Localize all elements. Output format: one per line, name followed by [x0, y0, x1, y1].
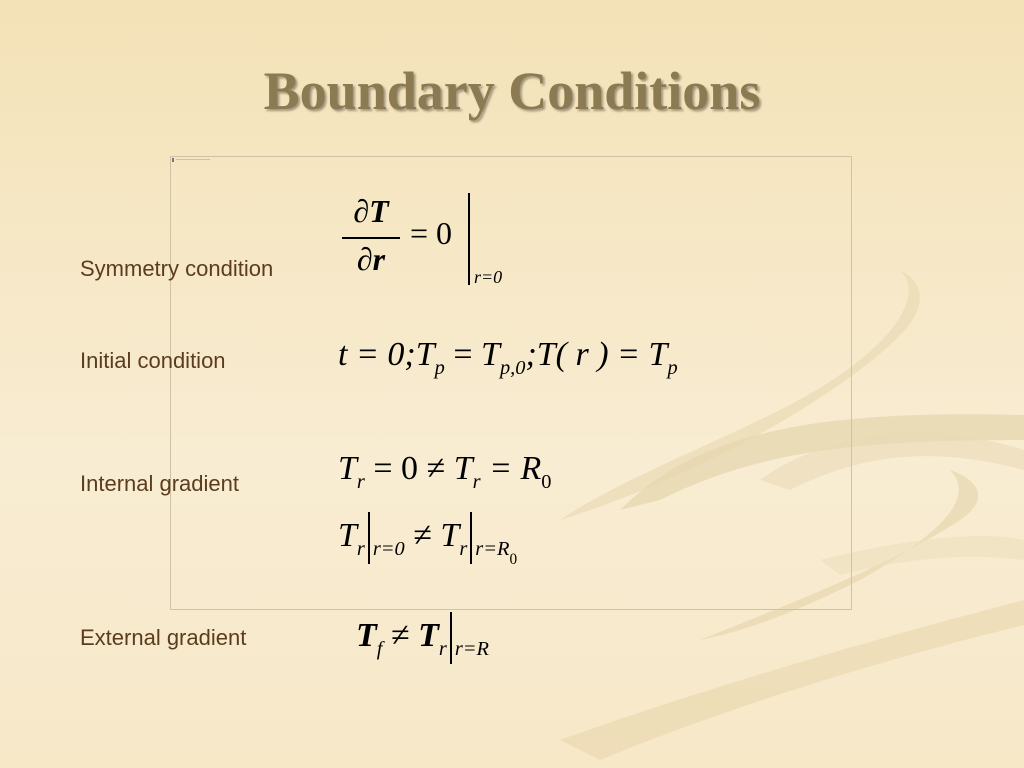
initial-t3-sub: p — [667, 357, 678, 380]
internal-eq2-t2-sub: r — [459, 537, 468, 560]
internal-eq2-eval2: r=R — [475, 537, 510, 560]
object-handle-marker — [172, 158, 212, 162]
internal-eq1-r-sub: 0 — [541, 471, 552, 494]
external-neq: ≠ — [382, 616, 419, 654]
internal-eq1-t1-sub: r — [356, 471, 365, 494]
internal-eq2-eval1: r=0 — [372, 537, 405, 560]
internal-eq2-t1: T — [338, 516, 357, 554]
evaluation-bar — [468, 193, 470, 285]
external-gradient-label: External gradient — [80, 625, 247, 650]
internal-eq1-t2: T — [453, 450, 473, 487]
internal-eq2-t2: T — [440, 516, 460, 554]
internal-eq1-t2-sub: r — [472, 471, 481, 494]
evaluation-bar — [368, 512, 370, 564]
internal-eq1-t1: T — [338, 450, 357, 487]
initial-equation — [338, 336, 678, 380]
external-t1-sub: f — [376, 637, 383, 660]
internal-eq2-neq: ≠ — [404, 516, 441, 554]
slide-title: Boundary Conditions — [263, 61, 761, 121]
initial-t1: T — [415, 336, 435, 373]
symmetry-denominator: ∂r — [356, 241, 386, 277]
external-t2-sub: r — [438, 637, 447, 660]
internal-equation-1 — [338, 450, 551, 494]
marker-tick — [172, 158, 174, 162]
initial-mid: ;T( r ) = — [525, 336, 649, 373]
internal-eq1-part1: = 0 ≠ — [364, 450, 454, 487]
initial-t2: T — [481, 336, 500, 373]
initial-t1-sub: p — [434, 357, 445, 380]
fraction-bar — [342, 237, 400, 239]
external-t2: T — [418, 616, 439, 654]
internal-gradient-label: Internal gradient — [80, 471, 239, 496]
initial-eq1: = — [444, 336, 482, 373]
symmetry-rhs: = 0 — [410, 215, 453, 251]
initial-t2-sub: p,0 — [499, 357, 526, 380]
initial-t3: T — [648, 336, 668, 373]
evaluation-bar — [470, 512, 472, 564]
initial-condition-label: Initial condition — [80, 348, 226, 373]
internal-eq2-t1-sub: r — [356, 537, 365, 560]
external-t1: T — [356, 616, 377, 654]
internal-eq2-eval2-sub: 0 — [509, 551, 518, 569]
symmetry-eval-subscript: r=0 — [474, 267, 503, 287]
internal-eq1-part2: = R — [480, 450, 542, 487]
symmetry-condition-label: Symmetry condition — [80, 256, 274, 281]
marker-line — [176, 159, 210, 160]
internal-equation-2 — [338, 512, 517, 569]
external-equation — [356, 612, 489, 664]
symmetry-numerator: ∂T — [353, 193, 389, 229]
initial-lhs: t = 0; — [338, 336, 416, 373]
external-eval: r=R — [454, 637, 489, 660]
evaluation-bar — [450, 612, 452, 664]
